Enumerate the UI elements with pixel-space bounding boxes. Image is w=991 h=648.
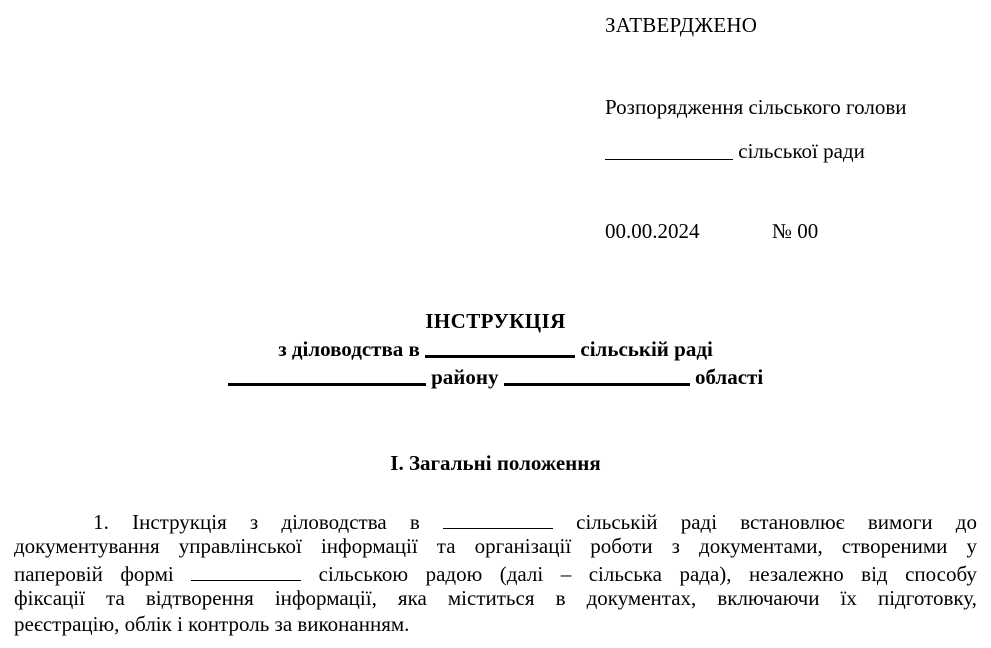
paragraph-line-1 [14,508,977,534]
word: документами, [699,534,823,558]
word: – [560,561,572,586]
word: з [671,534,680,558]
word: сільською [318,561,409,586]
word: організації [474,534,572,558]
word: включаючи [717,586,820,610]
word: раді [680,509,718,534]
word: яка [397,586,427,610]
word: в [555,586,566,610]
word: управлінської [178,534,302,558]
word: документування [14,534,160,558]
word: формі [120,561,174,586]
paragraph-line-2 [14,534,977,560]
word: документах, [586,586,697,610]
document-title-subline-1 [0,335,991,363]
approval-number: № 00 [772,219,819,243]
blank-body-council-2 [191,560,301,581]
word: рада), [679,561,732,586]
word: підготовку, [877,586,977,610]
word: фіксації [14,586,85,610]
word: створеними [841,534,948,558]
word: радою [425,561,483,586]
word: Інструкція [132,509,227,534]
word: в [409,509,420,534]
section-heading: I. Загальні положення [390,451,601,475]
word: вимоги [867,509,933,534]
word: сільській [576,509,658,534]
word: з [249,509,259,534]
title-sub2-suffix: області [694,364,764,389]
paragraph-line-5 [14,612,977,638]
paragraph-block [14,508,977,638]
document-title-subline-2 [0,363,991,391]
approval-label: ЗАТВЕРДЖЕНО [605,13,758,37]
word: встановлює [740,509,845,534]
title-sub2-mid: району [431,364,499,389]
word: діловодства [281,509,387,534]
word: у [966,534,977,558]
word: та [106,586,125,610]
word: сільська [588,561,663,586]
word: способу [905,561,977,586]
approval-council-line [605,138,985,164]
word: паперовій [14,561,103,586]
approval-date-number-line [605,218,985,244]
approval-council-suffix: сільської ради [738,139,865,163]
word: відтворення [145,586,254,610]
word: незалежно [749,561,844,586]
word: та [436,534,456,558]
paragraph-last-line: реєстрацію, облік і контроль за виконанням. [14,612,410,636]
document-title-main: ІНСТРУКЦІЯ [425,309,566,333]
blank-title-council [425,335,575,358]
title-sub1-suffix: сільській раді [580,336,713,361]
blank-title-raion [228,363,426,386]
word: (далі [499,561,544,586]
paragraph-line-3 [14,560,977,586]
word: їх [840,586,857,610]
blank-body-council-1 [443,508,553,529]
approval-date: 00.00.2024 [605,219,700,243]
approval-order-line: Розпорядження сільського голови [605,95,907,119]
document-title-block [0,308,991,391]
title-sub1-prefix: з діловодства в [278,336,420,361]
word: інформації, [274,586,377,610]
approval-block [605,12,985,244]
word: до [955,509,977,534]
blank-title-oblast [504,363,690,386]
paragraph-number: 1. [93,509,109,534]
word: роботи [590,534,653,558]
blank-council-name [605,139,733,160]
word: інформації [320,534,418,558]
word: міститься [447,586,535,610]
paragraph-line-4 [14,586,977,612]
word: від [861,561,888,586]
